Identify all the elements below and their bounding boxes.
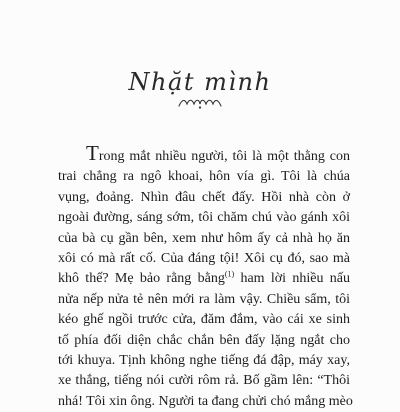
drop-cap: T xyxy=(86,141,99,165)
text-line: ngoài đường, sáng sớm, tôi chăm chú vào gánh xôi xyxy=(58,210,350,226)
text-line: của bà cụ gần bên, xem như hôm ấy cả nhà họ ăn xyxy=(58,230,350,246)
text-line: tố phía đối diện chắc chắn bên đấy lặng ngắt cho xyxy=(58,332,350,348)
text-line: nhá! Tôi xin ông. Người ta đang chửi chó mắng mèo xyxy=(58,393,353,409)
text-line: trai chẳng ra ngô khoai, hôn vía gì. Tôi là chúa xyxy=(58,169,350,185)
text-line xyxy=(58,269,350,289)
body-paragraph xyxy=(58,141,353,412)
text-line: vụng, đoảng. Nhìn đâu chết đấy. Hồi nhà còn ở xyxy=(58,189,350,205)
text-line: tới khuya. Tịnh không nghe tiếng đá đập, máy xay, xyxy=(58,353,350,369)
chapter-title: Nhặt mình xyxy=(128,68,272,97)
text-segment: ham lời nhiều nấu xyxy=(234,271,350,287)
text-segment: khô thế? Mẹ bảo rằng bằng xyxy=(58,271,225,287)
ornament-flourish-icon xyxy=(177,96,223,110)
text-line: nửa nếp nửa tẻ nên mới ra làm vậy. Chiều sẩm, tôi xyxy=(58,291,350,307)
text-line-rest: rong mắt nhiều người, tôi là một thằng con xyxy=(98,149,350,164)
text-line: xôi có mà rất cố. Của đáng tội! Xôi cụ đó, sao mà xyxy=(58,251,350,267)
text-line: xe thắng, tiếng nói cười rôm rả. Bố gầm lên: “Thôi xyxy=(58,373,350,389)
footnote-marker[interactable]: (1) xyxy=(224,269,235,279)
text-line: kéo ghế ngồi trước cửa, đăm đắm, vào cái xe sinh xyxy=(58,312,350,328)
text-line xyxy=(58,141,350,167)
